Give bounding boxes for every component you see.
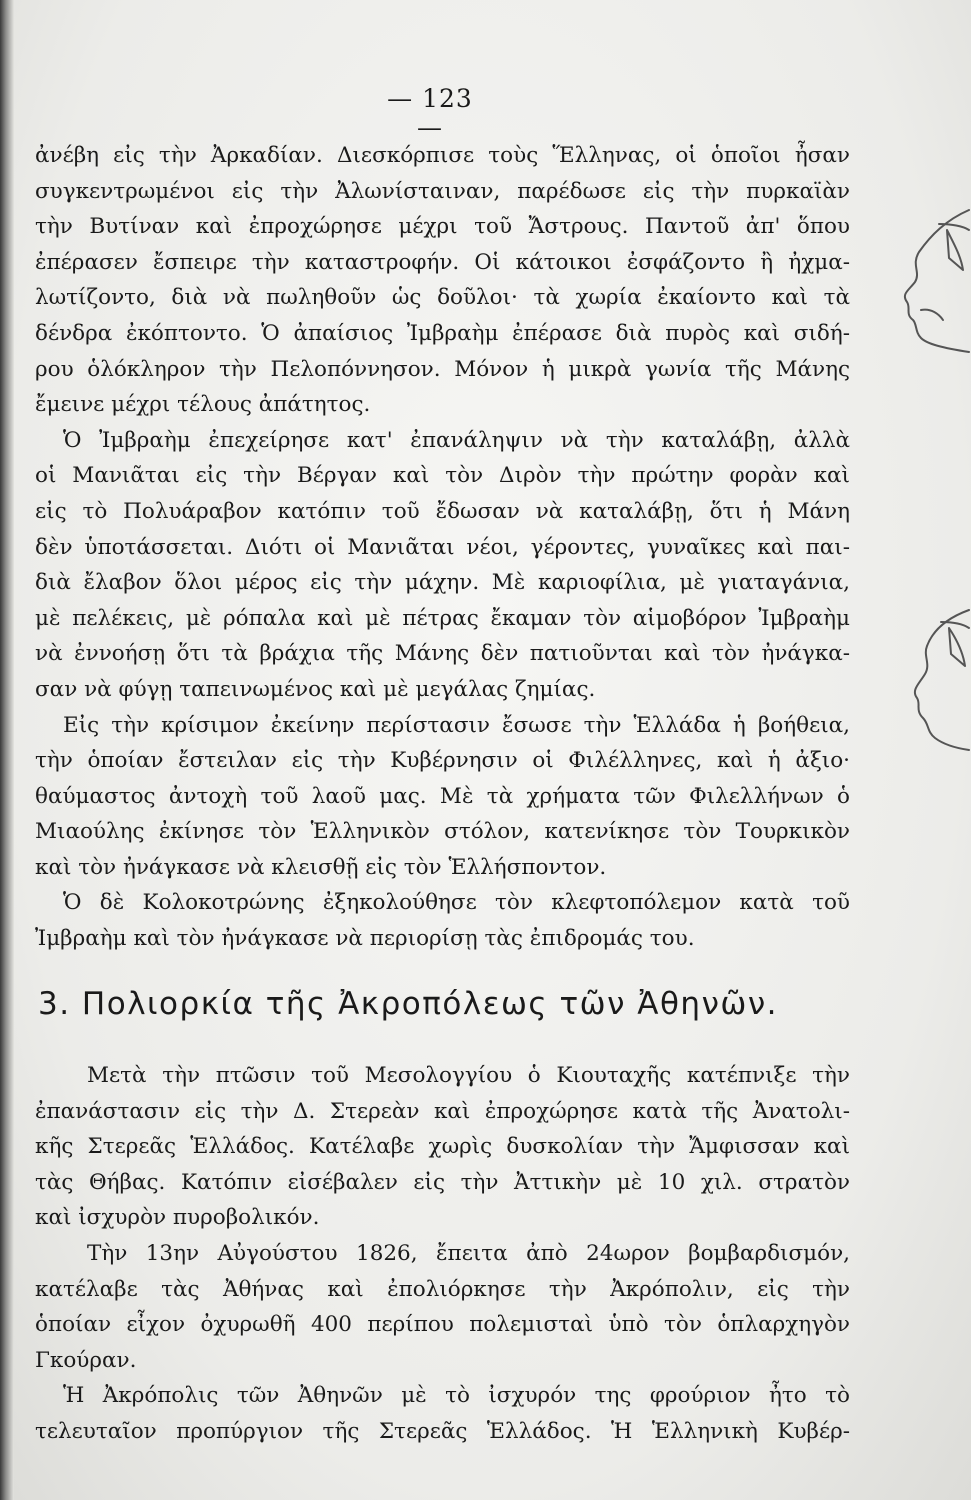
text-line: Εἰς τὴν κρίσιμον ἐκείνην περίστασιν ἔσωσε τὴν Ἑλλάδα ἡ βοήθεια, <box>63 712 850 738</box>
page-number: — 123 — <box>387 84 473 142</box>
text-line: ἀνέβη εἰς τὴν Ἀρκαδίαν. Διεσκόρπισε τοὺς Ἕλληνας, οἱ ὁποῖοι ἦσαν <box>35 143 850 168</box>
text-line: νὰ ἐννοήσῃ ὅτι τὰ βράχια τῆς Μάνης δὲν πατιοῦνται καὶ τὸν ἠνάγκα- <box>35 641 850 667</box>
text-block-bottom <box>35 1058 850 1450</box>
text-line: Μετὰ τὴν πτῶσιν τοῦ Μεσολογγίου ὁ Κιουταχῆς κατέπνιξε τὴν <box>87 1063 850 1088</box>
text-line: καὶ ἰσχυρὸν πυροβολικόν. <box>35 1205 320 1231</box>
text-line: Τὴν 13ην Αὐγούστου 1826, ἔπειτα ἀπὸ 24ωρον βομβαρδισμόν, <box>87 1240 850 1266</box>
margin-pencil-sketch <box>851 190 971 780</box>
text-block-top <box>35 138 850 957</box>
page-binding-edge <box>0 0 14 1500</box>
text-line: τὰς Θήβας. Κατόπιν εἰσέβαλεν εἰς τὴν Ἀττικὴν μὲ 10 χιλ. στρατὸν <box>35 1169 850 1195</box>
text-line: Ἡ Ἀκρόπολις τῶν Ἀθηνῶν μὲ τὸ ἰσχυρόν της φρούριον ἦτο τὸ <box>63 1383 850 1409</box>
text-line: λωτίζοντο, διὰ νὰ πωληθοῦν ὡς δοῦλοι· τὰ χωρία ἐκαίοντο καὶ τὰ <box>35 285 850 311</box>
text-line: ἐπανάστασιν εἰς τὴν Δ. Στερεὰν καὶ ἐπροχώρησε κατὰ τῆς Ἀνατολι- <box>35 1098 850 1124</box>
text-line: ρου ὁλόκληρον τὴν Πελοπόννησον. Μόνον ἡ μικρὰ γωνία τῆς Μάνης <box>35 356 850 382</box>
text-line: συγκεντρωμένοι εἰς τὴν Ἀλωνίσταιναν, παρέδωσε εἰς τὴν πυρκαϊὰν <box>35 178 850 204</box>
text-line: διὰ ἔλαβον ὅλοι μέρος εἰς τὴν μάχην. Μὲ καριοφίλια, μὲ γιαταγάνια, <box>35 570 850 596</box>
text-line: ἐπέρασεν ἔσπειρε τὴν καταστροφήν. Οἱ κάτοικοι ἐσφάζοντο ἢ ἠχμα- <box>35 249 850 275</box>
text-line: τελευταῖον προπύργιον τῆς Στερεᾶς Ἑλλάδος. Ἡ Ἑλληνικὴ Κυβέρ- <box>35 1418 850 1444</box>
text-line: τὴν ὁποίαν ἔστειλαν εἰς τὴν Κυβέρνησιν οἱ Φιλέλληνες, καὶ ἡ ἀξιο· <box>35 748 850 774</box>
text-line: ὁποίαν εἶχον ὀχυρωθῆ 400 περίπου πολεμισταὶ ὑπὸ τὸν ὁπλαρχηγὸν <box>35 1312 850 1338</box>
text-line: Μιαούλης ἐκίνησε τὸν Ἑλληνικὸν στόλον, κατενίκησε τὸν Τουρκικὸν <box>35 819 850 845</box>
text-line: δένδρα ἐκόπτοντο. Ὁ ἀπαίσιος Ἰμβραὴμ ἐπέρασε διὰ πυρὸς καὶ σιδή- <box>35 320 850 346</box>
text-line: θαύμαστος ἀντοχὴ τοῦ λαοῦ μας. Μὲ τὰ χρήματα τῶν Φιλελλήνων ὁ <box>35 783 850 809</box>
section-heading: 3. Πολιορκία τῆς Ἀκροπόλεως τῶν Ἀθηνῶν. <box>38 986 779 1022</box>
text-line: Ὁ δὲ Κολοκοτρώνης ἐξηκολούθησε τὸν κλεφτοπόλεμον κατὰ τοῦ <box>63 890 850 916</box>
text-line: Γκούραν. <box>35 1347 137 1373</box>
text-line: σαν νὰ φύγῃ ταπεινωμένος καὶ μὲ μεγάλας ζημίας. <box>35 676 596 702</box>
text-line: μὲ πελέκεις, μὲ ρόπαλα καὶ μὲ πέτρας ἔκαμαν τὸν αἱμοβόρον Ἰμβραὴμ <box>35 605 850 631</box>
text-line: ἔμεινε μέχρι τέλους ἀπάτητος. <box>35 392 371 418</box>
text-line: καὶ τὸν ἠνάγκασε νὰ κλεισθῇ εἰς τὸν Ἑλλήσποντον. <box>35 854 607 880</box>
text-line: κατέλαβε τὰς Ἀθήνας καὶ ἐπολιόρκησε τὴν Ἀκρόπολιν, εἰς τὴν <box>35 1276 850 1302</box>
text-line: τὴν Βυτίναν καὶ ἐπροχώρησε μέχρι τοῦ Ἄστρους. Παντοῦ ἀπ' ὅπου <box>35 214 850 240</box>
text-line: Ὁ Ἰμβραὴμ ἐπεχείρησε κατ' ἐπανάληψιν νὰ τὴν καταλάβῃ, ἀλλὰ <box>63 427 850 453</box>
text-line: κῆς Στερεᾶς Ἑλλάδος. Κατέλαβε χωρὶς δυσκολίαν τὴν Ἄμφισσαν καὶ <box>35 1134 850 1160</box>
text-line: Ἰμβραὴμ καὶ τὸν ἠνάγκασε νὰ περιορίσῃ τὰς ἐπιδρομάς του. <box>35 926 695 952</box>
text-line: οἱ Μανιᾶται εἰς τὴν Βέργαν καὶ τὸν Διρὸν τὴν πρώτην φορὰν καὶ <box>35 463 850 489</box>
text-line: δὲν ὑποτάσσεται. Διότι οἱ Μανιᾶται νέοι, γέροντες, γυναῖκες καὶ παι- <box>35 534 850 560</box>
text-line: εἰς τὸ Πολυάραβον κατόπιν τοῦ ἔδωσαν νὰ καταλάβῃ, ὅτι ἡ Μάνη <box>35 498 850 524</box>
